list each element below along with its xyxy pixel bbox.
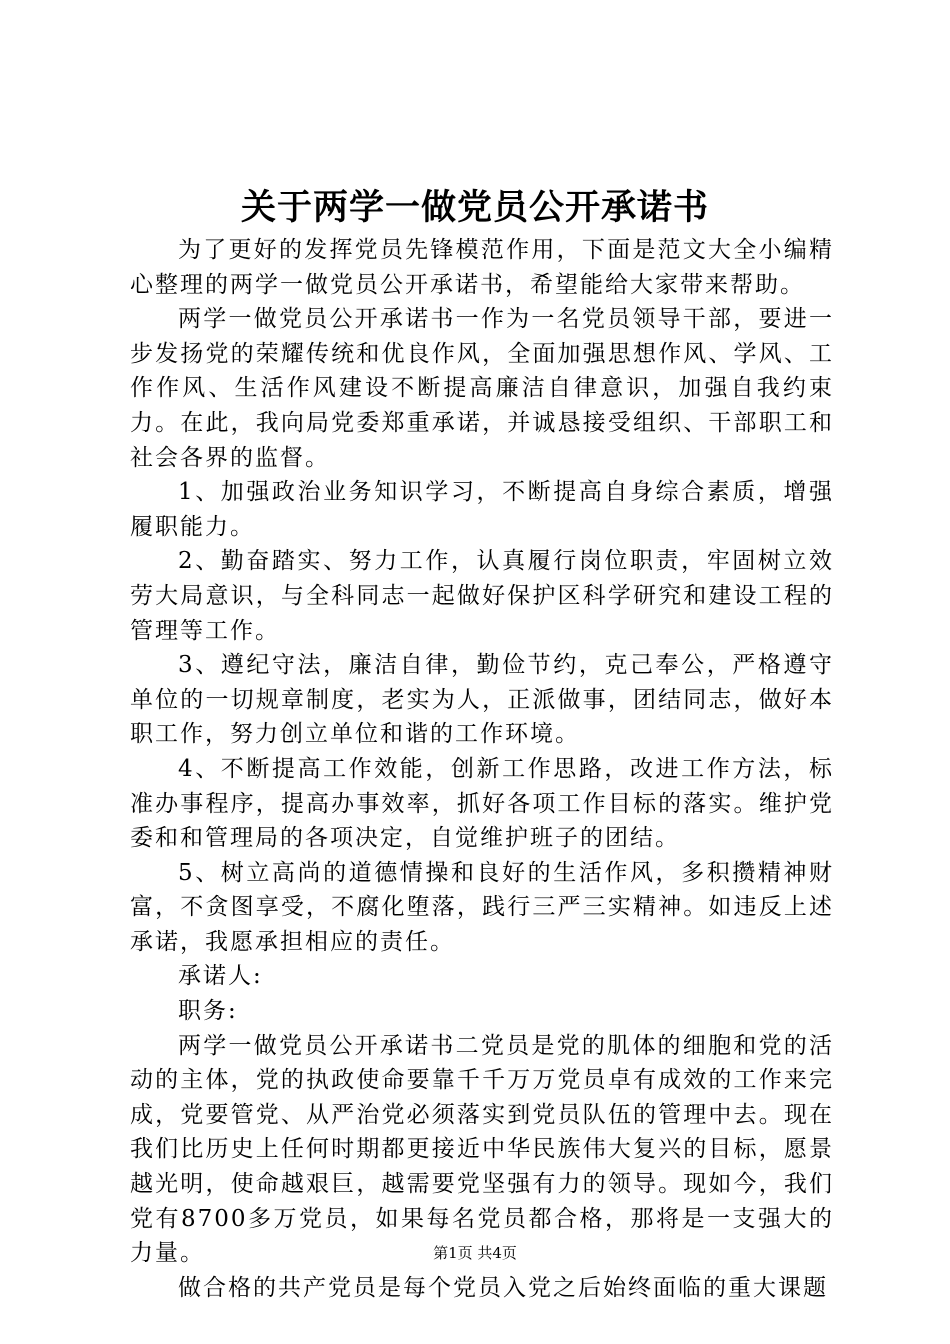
paragraph-item-1: 1、加强政治业务知识学习，不断提高自身综合素质，增强履职能力。 [130,479,834,540]
paragraph-item-5: 5、树立高尚的道德情操和良好的生活作风，多积攒精神财富，不贪图享受，不腐化堕落，践行三严三实精神。如违反上述承诺，我愿承担相应的责任。 [130,859,834,955]
paragraph-item-2: 2、勤奋踏实、努力工作，认真履行岗位职责，牢固树立效劳大局意识，与全科同志一起做好保护区科学研究和建设工程的管理等工作。 [130,548,834,644]
signatory-label: 承诺人: [178,963,263,990]
paragraph-intro: 为了更好的发挥党员先锋模范作用，下面是范文大全小编精心整理的两学一做党员公开承诺书，希望能给大家带来帮助。 [130,237,834,298]
paragraph-pledge-one-intro: 两学一做党员公开承诺书一作为一名党员领导干部，要进一步发扬党的荣耀传统和优良作风，全面加强思想作风、学风、工作作风、生活作风建设不断提高廉洁自律意识，加强自我约束力。在此，我向局党委郑重承诺，并诚恳接受组织、干部职工和社会各界的监督。 [130,306,834,471]
paragraph-item-4: 4、不断提高工作效能，创新工作思路，改进工作方法，标准办事程序，提高办事效率，抓好各项工作目标的落实。维护党委和和管理局的各项决定，自觉维护班子的团结。 [130,755,834,852]
page-footer: 第1页 共4页 [433,1244,517,1262]
paragraph-pledge-two: 两学一做党员公开承诺书二党员是党的肌体的细胞和党的活动的主体，党的执政使命要靠千千万万党员卓有成效的工作来完成，党要管党、从严治党必须落实到党员队伍的管理中去。现在我们比历史上任何时期都更接近中华民族伟大复兴的目标，愿景越光明，使命越艰巨，越需要党坚强有力的领导。现如今，我们党有8700多万党员，如果每名党员都合格，那将是一支强大的力量。 [130,1032,834,1267]
paragraph-item-3: 3、遵纪守法，廉洁自律，勤俭节约，克己奉公，严格遵守单位的一切规章制度，老实为人，正派做事，团结同志，做好本职工作，努力创立单位和谐的工作环境。 [130,652,834,748]
page-title: 关于两学一做党员公开承诺书 [240,187,709,228]
position-label: 职务: [178,998,238,1025]
paragraph-continuation: 做合格的共产党员是每个党员入党之后始终面临的重大课题 [178,1274,828,1301]
document-body [130,233,834,1305]
